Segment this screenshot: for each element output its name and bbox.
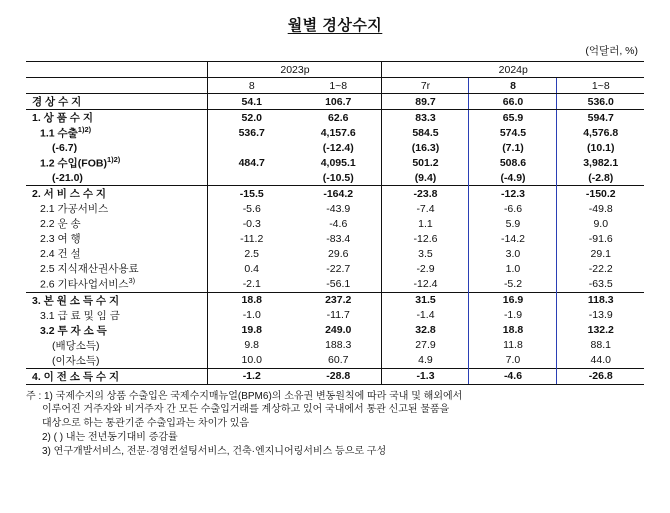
header-corner-blank <box>26 62 208 78</box>
cell-value: -164.2 <box>295 186 382 202</box>
cell-value: 4.9 <box>418 354 433 367</box>
footnote-1-cont-a: 이루어진 거주자와 비거주자 간 모든 수출입거래를 계상하고 있어 국내에서 통관 신고된 물품을 <box>42 404 450 416</box>
cell-value <box>208 171 295 186</box>
cell-value: (-2.8) <box>588 171 614 184</box>
table-row <box>26 308 644 323</box>
cell-value: -63.5 <box>588 277 613 290</box>
row-label: 1.1 수출$^{1)2)}$ <box>39 125 92 140</box>
cell-value: (-10.5) <box>295 171 382 186</box>
footnotes <box>26 390 652 459</box>
balance-of-payments-table <box>26 61 644 385</box>
row-label: 1.2 수입(FOB)$^{1)2)}$ <box>39 155 121 170</box>
cell-value: 65.9 <box>469 110 557 126</box>
cell-value: (-12.4) <box>295 141 382 156</box>
cell-value: -91.6 <box>588 232 613 245</box>
cell-value: (-4.9) <box>469 171 557 186</box>
footnote-marker: 3) <box>128 276 136 286</box>
table-row <box>26 155 644 171</box>
cell-value: 7.0 <box>469 353 557 369</box>
cell-value: -150.2 <box>557 186 644 202</box>
cell-value: 5.9 <box>469 216 557 231</box>
cell-value: 27.9 <box>415 339 436 352</box>
cell-value: -28.8 <box>295 368 382 384</box>
cell-value: 3.0 <box>469 246 557 261</box>
cell-value: -1.4 <box>416 309 435 322</box>
row-label: (배당소득) <box>51 339 100 352</box>
cell-value: 501.2 <box>412 156 439 169</box>
header-year-2023: 2023p <box>208 62 382 78</box>
footnote-1: 주 : 1) 국제수지의 상품 수출입은 국제수지매뉴얼(BPM6)의 소유권 변동원칙에 따라 국내 및 해외에서 <box>26 390 463 402</box>
cell-value: -7.4 <box>416 202 435 215</box>
row-label: (-21.0) <box>51 171 83 184</box>
cell-value: 89.7 <box>382 94 469 110</box>
header-period-2: 7r <box>382 78 469 94</box>
cell-value: 88.1 <box>590 339 611 352</box>
cell-value: -1.2 <box>208 368 295 384</box>
cell-value: 249.0 <box>295 323 382 338</box>
row-label: 2.1 가공서비스 <box>39 203 109 216</box>
cell-value: 0.4 <box>208 261 295 276</box>
cell-value: 18.8 <box>208 292 295 308</box>
table-header-periods <box>26 78 644 94</box>
cell-value: -22.7 <box>295 261 382 276</box>
cell-value: -12.3 <box>469 186 557 202</box>
cell-value: -43.9 <box>295 201 382 216</box>
cell-value: 32.8 <box>415 324 436 337</box>
cell-value: 83.3 <box>382 110 469 126</box>
cell-value: 60.7 <box>295 353 382 369</box>
cell-value: 16.9 <box>469 292 557 308</box>
table-row <box>26 368 644 384</box>
table-row <box>26 231 644 246</box>
row-label: 경 상 수 지 <box>26 94 208 110</box>
cell-value: -14.2 <box>469 231 557 246</box>
cell-value: -4.6 <box>295 216 382 231</box>
cell-value: -83.4 <box>295 231 382 246</box>
cell-value: 4,157.6 <box>295 125 382 141</box>
cell-value: 29.1 <box>590 247 611 260</box>
cell-value: -26.8 <box>557 368 644 384</box>
cell-value: 188.3 <box>295 338 382 353</box>
table-row <box>26 171 644 186</box>
row-label: 4. 이 전 소 득 수 지 <box>26 368 208 384</box>
cell-value: 9.8 <box>208 338 295 353</box>
row-label: 2.6 기타사업서비스$^{3)}$ <box>39 276 136 291</box>
cell-value: (16.3) <box>411 141 440 154</box>
header-item-blank <box>26 78 208 94</box>
cell-value: 3,982.1 <box>583 156 619 169</box>
table-row <box>26 125 644 141</box>
table-row <box>26 141 644 156</box>
row-label: 1. 상 품 수 지 <box>26 110 208 126</box>
cell-value: -12.4 <box>413 277 438 290</box>
cell-value: 594.7 <box>557 110 644 126</box>
cell-value: 9.0 <box>593 217 609 230</box>
cell-value: 62.6 <box>295 110 382 126</box>
cell-value: -2.1 <box>208 276 295 292</box>
table-row <box>26 186 644 202</box>
row-label: 2. 서 비 스 수 지 <box>26 186 208 202</box>
row-label: 3.1 급 료 및 임 금 <box>39 309 120 322</box>
cell-value: 11.8 <box>469 338 557 353</box>
cell-value: (7.1) <box>469 141 557 156</box>
cell-value: -0.3 <box>208 216 295 231</box>
cell-value: 54.1 <box>208 94 295 110</box>
cell-value: 29.6 <box>295 246 382 261</box>
footnote-marker: 1)2) <box>106 155 121 165</box>
cell-value: 52.0 <box>208 110 295 126</box>
cell-value: (10.1) <box>587 141 615 154</box>
cell-value: 237.2 <box>295 292 382 308</box>
table-row <box>26 323 644 338</box>
cell-value: -49.8 <box>588 202 613 215</box>
table-row <box>26 276 644 292</box>
cell-value: 19.8 <box>208 323 295 338</box>
row-label: (-6.7) <box>51 141 78 154</box>
cell-value: 584.5 <box>412 126 439 139</box>
cell-value: 536.0 <box>557 94 644 110</box>
cell-value: 536.7 <box>208 125 295 141</box>
header-period-1: 1~8 <box>295 78 382 94</box>
cell-value: -13.9 <box>588 309 613 322</box>
cell-value: -11.2 <box>208 231 295 246</box>
header-period-0: 8 <box>208 78 295 94</box>
cell-value: 10.0 <box>208 353 295 369</box>
cell-value: (9.4) <box>414 171 437 184</box>
footnote-1-cont-b: 대상으로 하는 통관기준 수출입과는 차이가 있음 <box>42 418 250 430</box>
header-period-4: 1~8 <box>557 78 644 94</box>
cell-value: 2.5 <box>208 246 295 261</box>
table-row <box>26 261 644 276</box>
table-row <box>26 246 644 261</box>
cell-value: -4.6 <box>469 368 557 384</box>
table-row <box>26 353 644 369</box>
cell-value: -56.1 <box>295 276 382 292</box>
cell-value: 574.5 <box>469 125 557 141</box>
cell-value: -1.0 <box>208 308 295 323</box>
cell-value: 4,576.8 <box>583 126 619 139</box>
cell-value: -1.3 <box>382 368 469 384</box>
cell-value: -23.8 <box>382 186 469 202</box>
table-row <box>26 201 644 216</box>
cell-value: 1.1 <box>418 217 433 230</box>
row-label: 3. 본 원 소 득 수 지 <box>26 292 208 308</box>
row-label: (이자소득) <box>51 354 100 367</box>
footnote-marker: 1)2) <box>77 125 92 134</box>
cell-value: 18.8 <box>469 323 557 338</box>
unit-label: (억달러, %) <box>585 45 638 57</box>
cell-value: 132.2 <box>587 324 614 337</box>
cell-value: -6.6 <box>469 201 557 216</box>
table-row <box>26 216 644 231</box>
cell-value: -2.9 <box>416 262 435 275</box>
cell-value: 106.7 <box>295 94 382 110</box>
header-period-3: 8 <box>469 78 557 94</box>
cell-value: 3.5 <box>418 247 433 260</box>
row-label: 2.4 건 설 <box>39 248 81 261</box>
header-year-2024: 2024p <box>382 62 644 78</box>
table-row <box>26 292 644 308</box>
footnote-2: 2) ( ) 내는 전년동기대비 증감률 <box>42 432 178 444</box>
cell-value: -1.9 <box>469 308 557 323</box>
row-label: 3.2 투 자 소 득 <box>39 324 107 337</box>
cell-value: 484.7 <box>208 155 295 171</box>
cell-value: 31.5 <box>382 292 469 308</box>
table-row <box>26 94 644 110</box>
cell-value: 66.0 <box>469 94 557 110</box>
cell-value: -5.6 <box>208 201 295 216</box>
row-label: 2.5 지식재산권사용료 <box>39 263 139 276</box>
cell-value: -22.2 <box>588 262 613 275</box>
cell-value: 44.0 <box>590 354 611 367</box>
row-label: 2.3 여 행 <box>39 233 81 246</box>
cell-value: -11.7 <box>295 308 382 323</box>
row-label: 2.2 운 송 <box>39 218 81 231</box>
cell-value: 1.0 <box>469 261 557 276</box>
cell-value: 118.3 <box>557 292 644 308</box>
table-header-years <box>26 62 644 78</box>
table-row <box>26 110 644 126</box>
cell-value <box>208 141 295 156</box>
cell-value: -12.6 <box>413 232 438 245</box>
table-row <box>26 338 644 353</box>
cell-value: -5.2 <box>469 276 557 292</box>
cell-value: 4,095.1 <box>295 155 382 171</box>
page-title: 월별 경상수지 <box>287 17 383 34</box>
cell-value: 508.6 <box>469 155 557 171</box>
footnote-3: 3) 연구개발서비스, 전문·경영컨설팅서비스, 건축·엔지니어링서비스 등으로 구성 <box>42 445 387 457</box>
cell-value: -15.5 <box>208 186 295 202</box>
